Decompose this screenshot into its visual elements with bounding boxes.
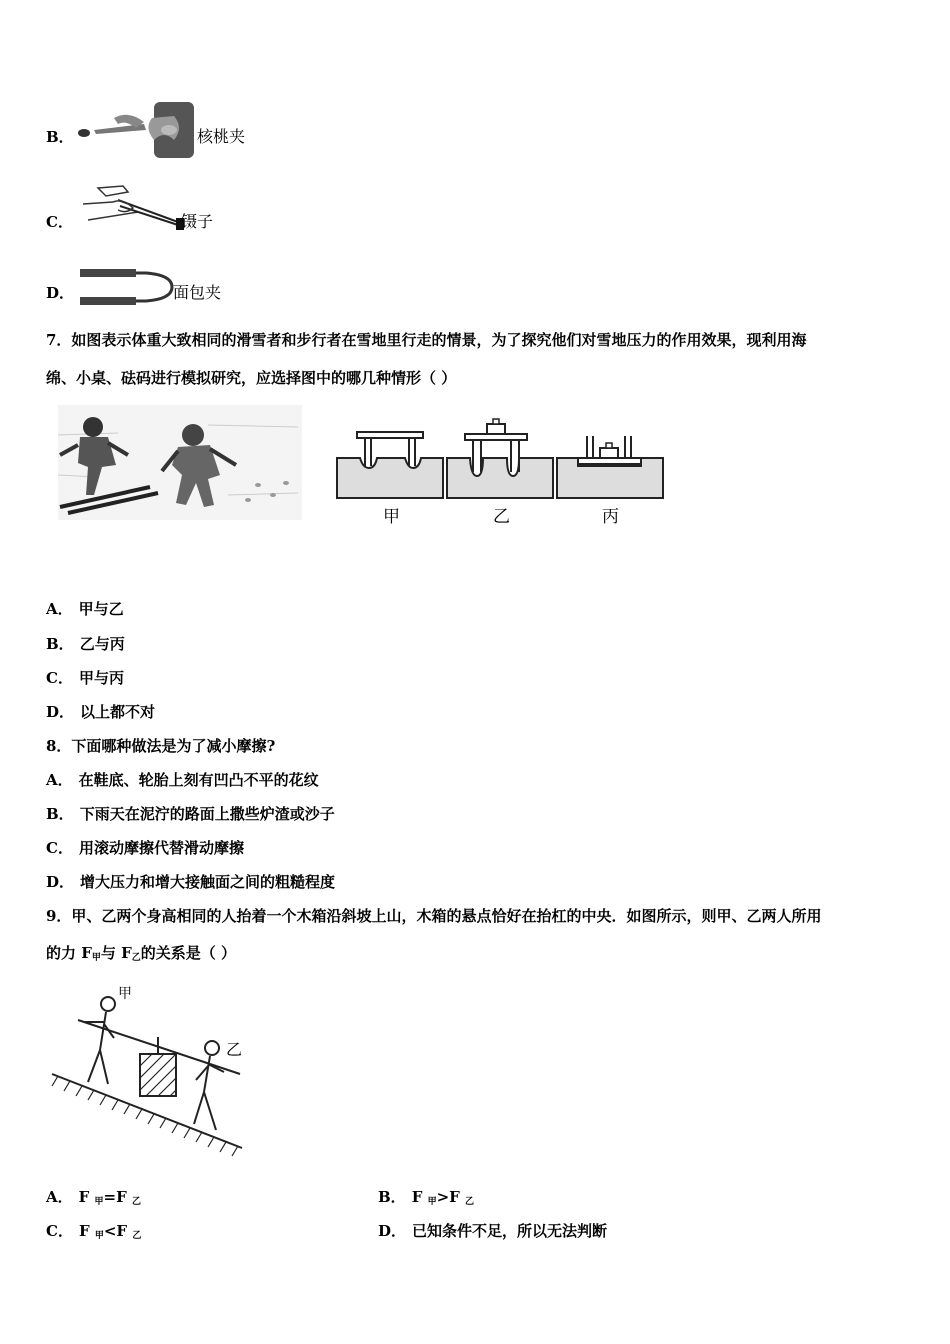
option-letter: B． (46, 805, 74, 823)
option-text: 在鞋底、轮胎上刻有凹凸不平的花纹 (78, 771, 319, 789)
skier-walker-image (58, 405, 302, 520)
q7-option-a (46, 599, 124, 619)
q7-option-c (46, 668, 124, 688)
option-letter: A． (46, 600, 73, 618)
option-text: 下雨天在泥泞的路面上撒些炉渣或沙子 (79, 805, 335, 823)
q9-stem-line1: 9．甲、乙两个身高相同的人抬着一个木箱沿斜坡上山，木箱的悬点恰好在抬杠的中央．如图所示，则甲、乙两人所用 (46, 907, 822, 925)
q9-option-d: D． 已知条件不足，所以无法判断 (378, 1222, 608, 1240)
figure-label-yi: 乙 (226, 1040, 243, 1059)
q9-option-a: A． F $_甲$=F $_乙$ (46, 1188, 142, 1207)
q8-stem: 8．下面哪种做法是为了减小摩擦? (46, 737, 276, 755)
option-d-row (46, 283, 80, 303)
option-letter: D． (46, 284, 75, 302)
q9-option-b: B． F $_甲$>F $_乙$ (378, 1188, 475, 1207)
option-letter: B． (46, 635, 74, 653)
option-text: 增大压力和增大接触面之间的粗糙程度 (80, 873, 336, 891)
q8-option-c (46, 838, 244, 858)
caption-jia: 甲 (383, 507, 400, 527)
option-letter: C． (46, 669, 73, 687)
q8-option-d (46, 872, 335, 892)
option-letter: B． (46, 128, 74, 146)
bread-tongs-image (76, 265, 174, 310)
option-letter: C． (46, 213, 73, 231)
incline-carrying-diagram (48, 982, 248, 1157)
option-c-row (46, 212, 79, 232)
option-text: 以上都不对 (80, 703, 156, 721)
caption-bing: 丙 (602, 507, 619, 527)
tweezers-image (78, 180, 188, 235)
q8-option-b (46, 804, 335, 824)
option-letter: D． (46, 873, 75, 891)
option-text: 乙与丙 (79, 635, 125, 653)
walnut-cracker-image (74, 100, 199, 160)
option-letter: C． (46, 839, 73, 857)
option-d-label: 面包夹 (173, 283, 222, 302)
option-text: 用滚动摩擦代替滑动摩擦 (78, 839, 244, 857)
caption-yi: 乙 (493, 507, 510, 527)
option-b-label: 核桃夹 (197, 127, 246, 146)
option-text: 甲与丙 (78, 669, 124, 687)
q7-option-d (46, 702, 155, 722)
q7-option-b (46, 634, 125, 654)
q7-stem-line2: 绵、小桌、砝码进行模拟研究，应选择图中的哪几种情形（ ） (46, 369, 457, 387)
option-text: 甲与乙 (78, 600, 124, 618)
figure-label-jia: 甲 (118, 986, 132, 1002)
q9-option-c: C． F $_甲$<F $_乙$ (46, 1222, 142, 1241)
sponge-table-diagram (335, 418, 665, 500)
q8-option-a (46, 770, 319, 790)
q9-stem-line2: 的力 $F_甲$与 $F_乙$的关系是（ ） (46, 944, 237, 963)
option-letter: A． (46, 771, 73, 789)
q7-stem-line1: 7．如图表示体重大致相同的滑雪者和步行者在雪地里行走的情景，为了探究他们对雪地压力的作用效果，现利用海 (46, 331, 807, 349)
option-c-label: 镊子 (181, 212, 214, 231)
option-letter: D． (46, 703, 75, 721)
